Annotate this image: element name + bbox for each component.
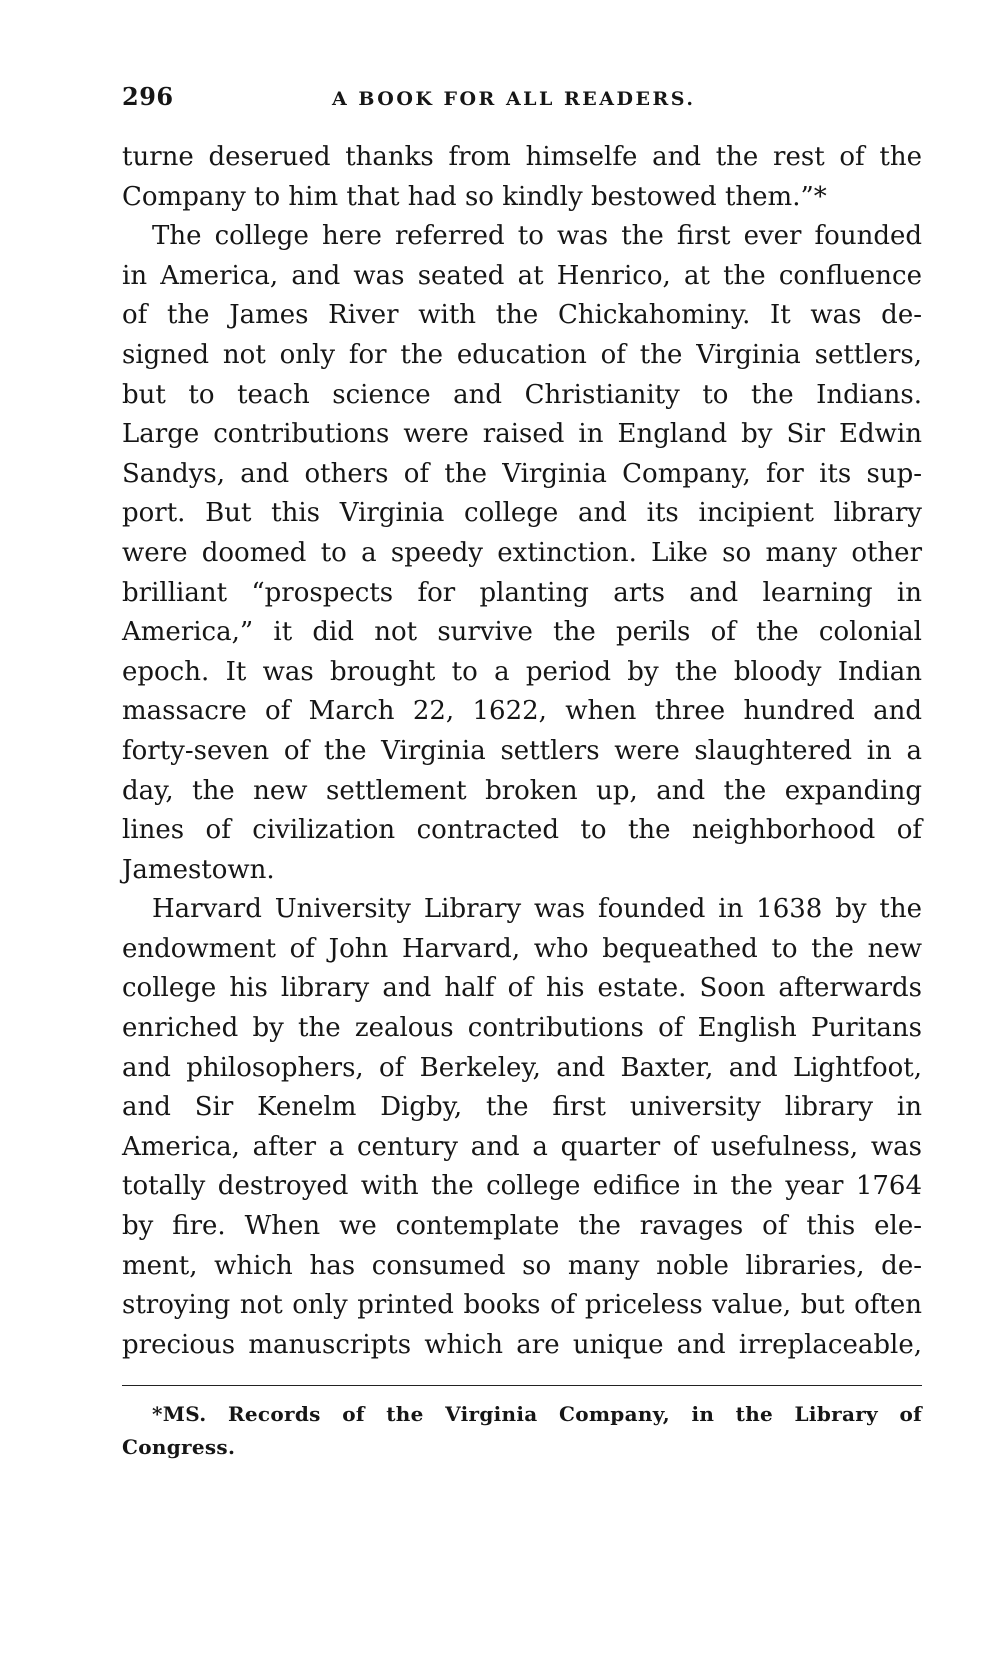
text-line: Harvard University Library was founded in 1638 by the [152,894,922,925]
text-line: forty-seven of the Virginia settlers were slaughtered in a [122,735,922,766]
text-line: day, the new settlement broken up, and the expanding [122,775,922,806]
text-line: Large contributions were raised in England by Sir Edwin [122,419,922,450]
text-line: turne deserued thanks from himselfe and the rest of the [122,142,922,172]
running-title: A BOOK FOR ALL READERS. [332,88,696,110]
text-line: endowment of John Harvard, who bequeathed to the new [122,933,922,964]
text-line: and philosophers, of Berkeley, and Baxter, and Lightfoot, [122,1052,922,1083]
text-line: lines of civilization contracted to the neighborhood of [122,815,922,846]
text-line: Sandys, and others of the Virginia Company, for its sup- [122,458,922,489]
text-line: stroying not only printed books of priceless value, but often [122,1290,922,1321]
body-text [122,138,922,1365]
text-line: by fire. When we contemplate the ravages of this ele- [122,1211,922,1242]
text-line: enriched by the zealous contributions of English Puritans [122,1013,922,1044]
text-line: Company to him that had so kindly bestowed them.”* [122,181,827,212]
text-line: America,” it did not survive the perils of the colonial [122,617,922,648]
text-line: of the James River with the Chickahominy. It was de- [122,300,922,331]
text-line: college his library and half of his estate. Soon afterwards [122,973,922,1004]
text-line: massacre of March 22, 1622, when three hundred and [122,696,922,727]
text-line: and Sir Kenelm Digby, the first university library in [122,1092,922,1123]
running-head [122,82,922,122]
text-line: ment, which has consumed so many noble libraries, de- [122,1250,922,1281]
text-line: epoch. It was brought to a period by the bloody Indian [122,656,922,687]
footnote-line: Congress. [122,1435,236,1459]
text-line: were doomed to a speedy extinction. Like so many other [122,537,922,568]
page-number: 296 [122,82,174,111]
text-line: The college here referred to was the first ever founded [152,221,922,252]
text-line: signed not only for the education of the Virginia settlers, [122,339,922,370]
text-line: totally destroyed with the college edifice in the year 1764 [122,1171,922,1202]
text-line: precious manuscripts which are unique and irreplaceable, [122,1329,922,1360]
text-line: in America, and was seated at Henrico, at the confluence [122,260,922,291]
footnote-divider [122,1385,922,1386]
footnote-line: *MS. Records of the Virginia Company, in the Library of [152,1402,922,1426]
text-line: port. But this Virginia college and its incipient library [122,498,922,529]
footnote [122,1398,922,1464]
text-line: brilliant “prospects for planting arts and learning in [122,577,922,608]
text-line: Jamestown. [122,854,275,885]
text-line: but to teach science and Christianity to the Indians. [122,379,922,410]
text-line: America, after a century and a quarter of usefulness, was [122,1131,922,1162]
